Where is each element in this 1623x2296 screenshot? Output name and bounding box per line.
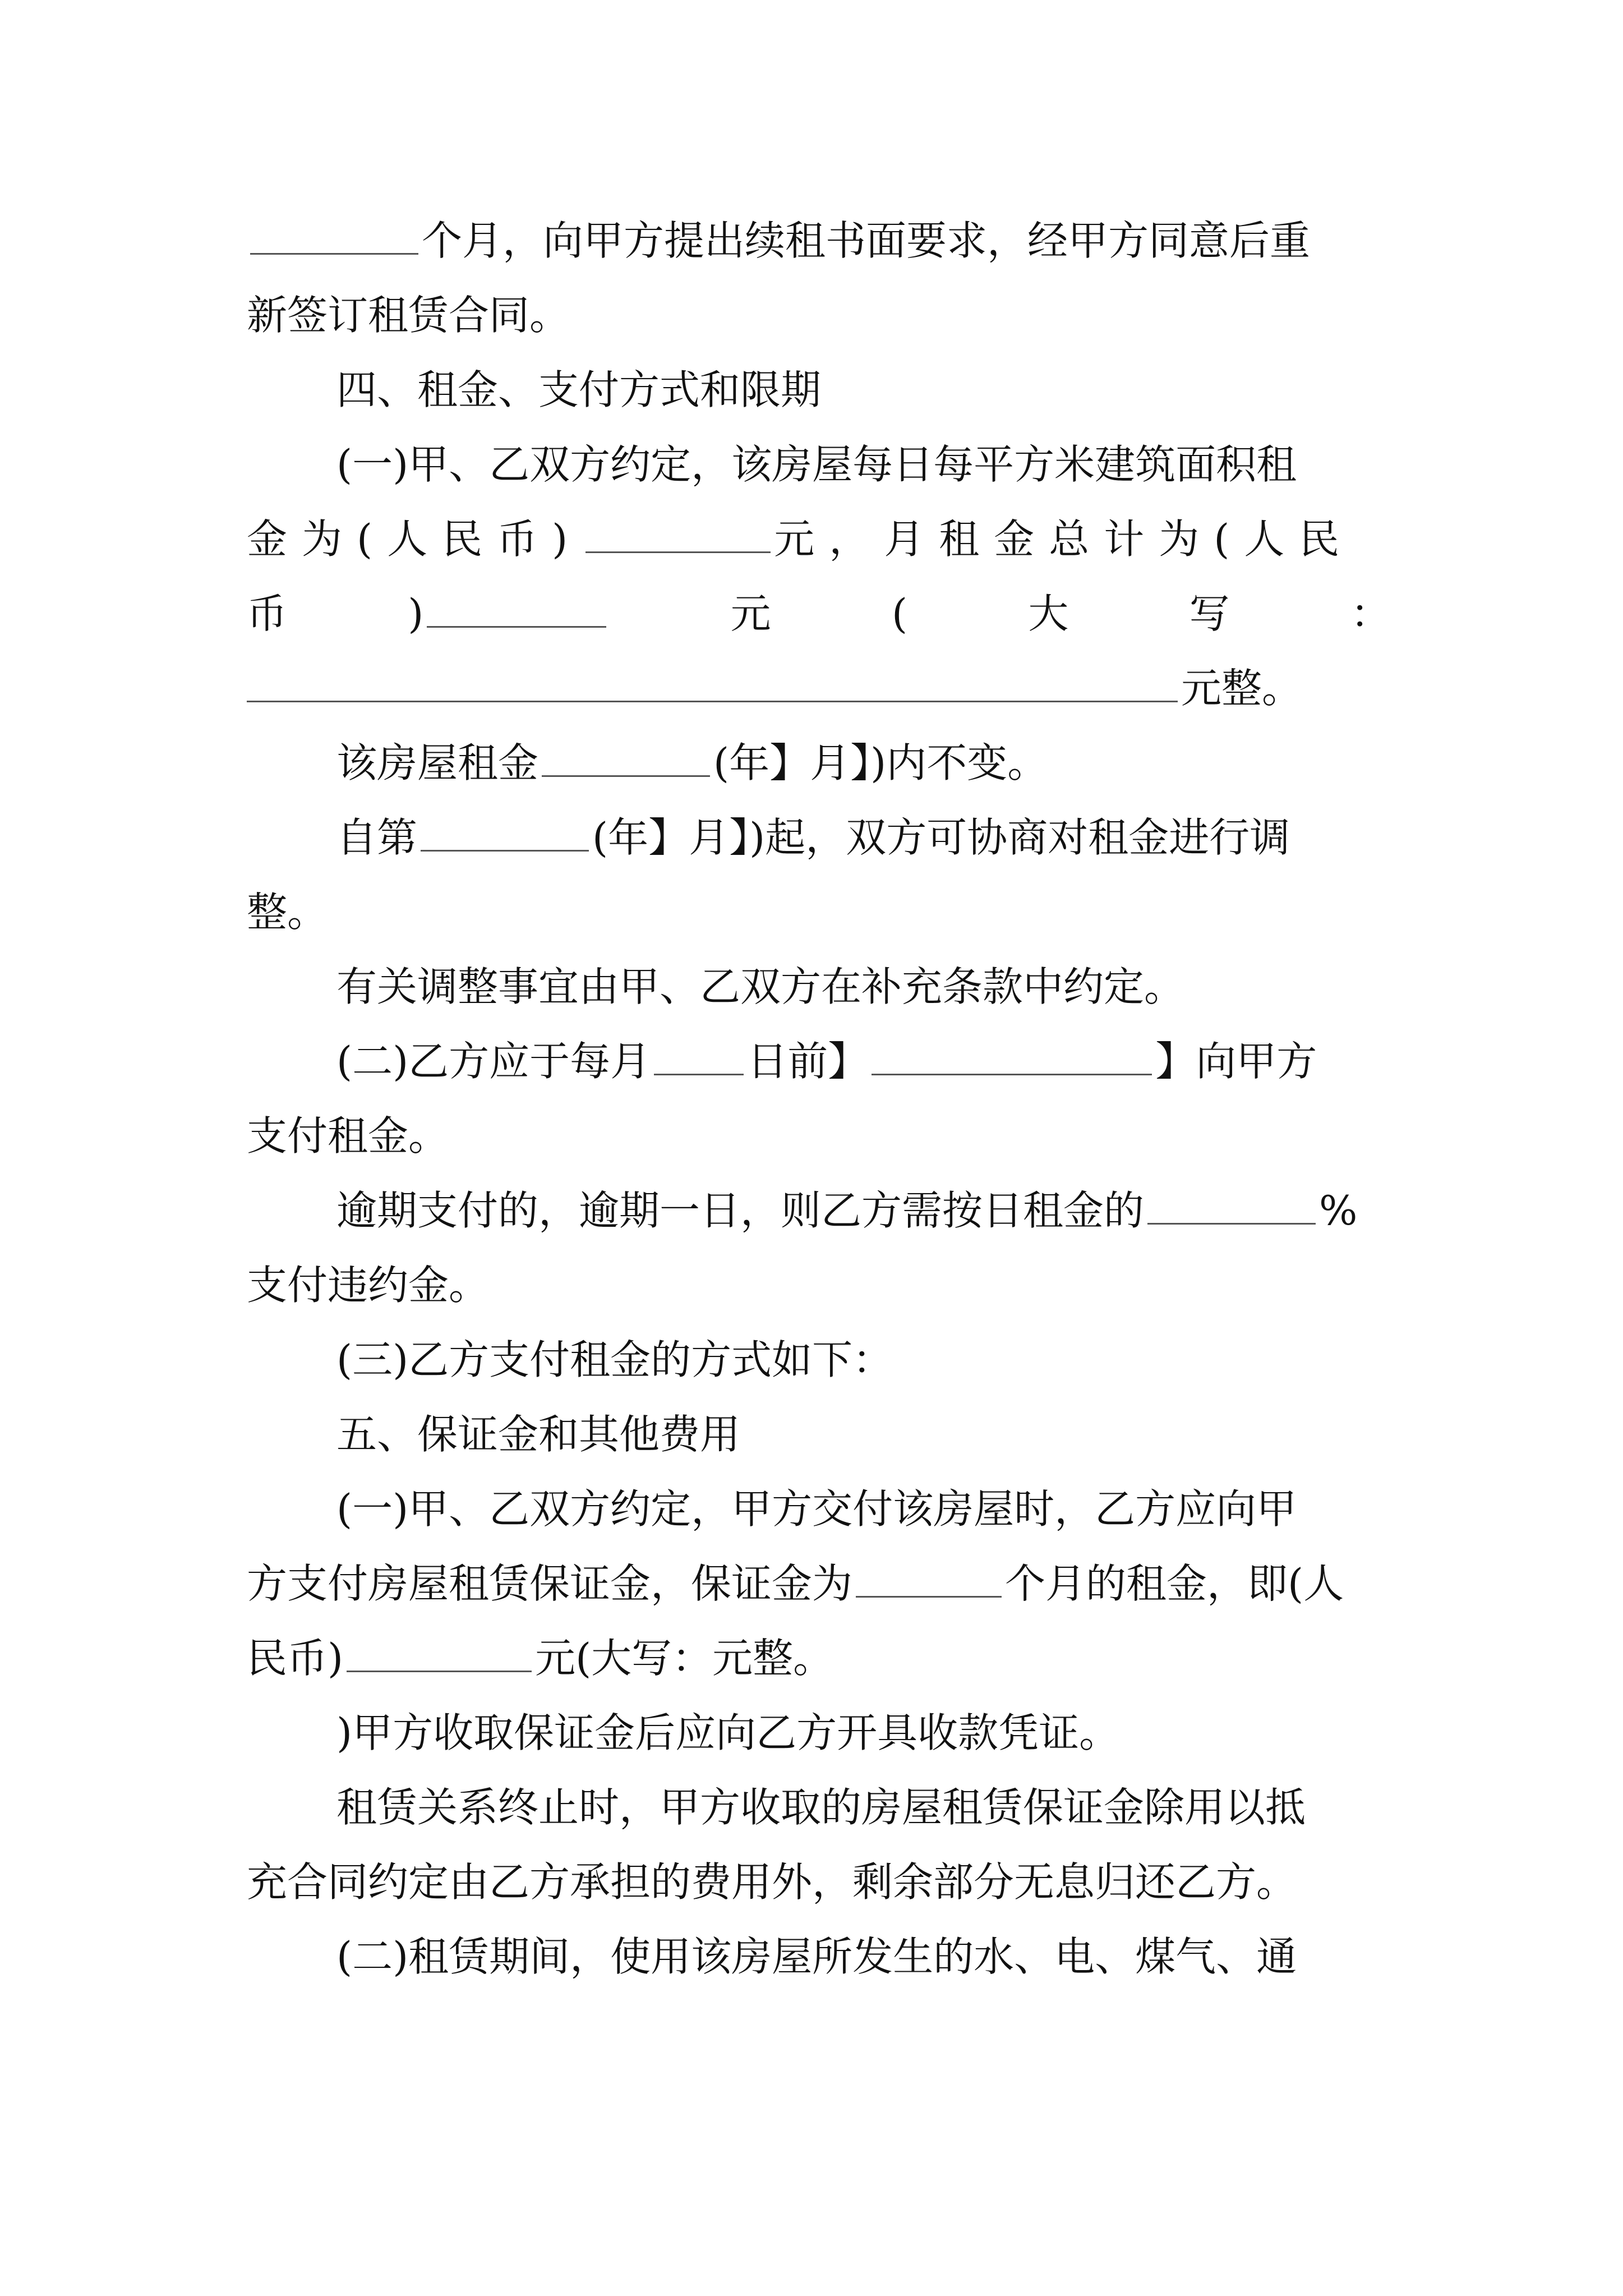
line-9 [336,807,1391,868]
line-21 [336,1702,1391,1764]
text: ) [408,590,424,637]
line-6 [247,583,1391,645]
blank-field [654,1039,744,1075]
text: 】向甲方 [1155,1038,1317,1085]
text: 民币) [247,1635,344,1682]
blank-field [872,1039,1152,1075]
text: 个月，向甲方提出续租书面要求，经甲方同意后重 [422,217,1311,264]
text: 整。 [247,889,328,936]
text: 充合同约定由乙方承担的费用外，剩余部分无息归还乙方。 [247,1858,1297,1906]
line-2 [247,284,1391,346]
text: 五、保证金和其他费用 [336,1411,741,1458]
text: 自第 [336,814,418,861]
text: 四、租金、支付方式和限期 [336,366,822,413]
line-15 [247,1254,1391,1316]
text: ( [891,590,908,637]
text: 该房屋租金 [336,739,539,786]
text: (一)甲、乙双方约定，该房屋每日每平方米建筑面积租 [336,441,1297,488]
text: 租赁关系终止时，甲方收取的房屋租赁保证金除用以抵 [336,1784,1306,1831]
text: 个月的租金，即(人 [1005,1560,1344,1607]
blank-field [347,1636,532,1672]
line-12 [336,1030,1391,1092]
text: 元，月租金总计为(人民 [774,516,1354,563]
line-4 [336,434,1391,495]
text: 写 [1189,590,1230,637]
blank-field [247,666,1178,702]
line-7 [247,657,1391,719]
text: 元 [730,590,771,637]
text: (年】月】)起，双方可协商对租金进行调 [592,814,1290,861]
blank-field [585,517,771,553]
line-23 [247,1851,1402,1913]
line-1 [247,210,1391,272]
text: (二)租赁期间，使用该房屋所发生的水、电、煤气、通 [336,1933,1297,1980]
text: 元整。 [1181,665,1303,712]
blank-field [427,591,606,628]
text: 逾期支付的，逾期一日，则乙方需按日租金的 [336,1187,1145,1234]
text: 大 [1028,590,1069,637]
text: 币 [247,590,288,637]
line-10 [247,881,1391,943]
section-heading-deposit [336,1404,1391,1465]
line-22 [336,1777,1391,1838]
section-heading-rent [336,359,1391,421]
line-18 [336,1478,1391,1540]
text: 新签订租赁合同。 [247,292,570,339]
blank-field [542,740,710,777]
line-13 [247,1105,1391,1167]
line-14 [336,1180,1391,1241]
text: (一)甲、乙双方约定，甲方交付该房屋时，乙方应向甲 [336,1485,1297,1533]
blank-field [421,815,589,852]
text: 支付租金。 [247,1112,449,1159]
text: (二)乙方应于每月 [336,1038,651,1085]
text: 有关调整事宜由甲、乙双方在补充条款中约定。 [336,963,1185,1010]
text: (年】月】)内不变。 [713,739,1048,786]
blank-field [856,1561,1002,1598]
text: )甲方收取保证金后应向乙方开具收款凭证。 [336,1709,1120,1756]
blank-field [250,218,418,255]
line-19 [247,1553,1391,1614]
line-8 [336,732,1391,794]
line-24 [336,1926,1391,1987]
line-11 [336,956,1391,1018]
text: % [1319,1187,1358,1234]
text: 支付违约金。 [247,1262,490,1309]
line-16 [336,1329,1391,1391]
text: 方支付房屋租赁保证金，保证金为 [247,1560,853,1607]
text: 元(大写：元整。 [535,1635,834,1682]
text: (三)乙方支付租金的方式如下： [336,1336,893,1383]
line-6-group [408,583,610,645]
text: ： [1350,590,1391,637]
line-20 [247,1627,1391,1689]
blank-field [1147,1188,1316,1225]
line-5 [247,508,1391,570]
text: 金为(人民币) [247,516,583,563]
text: 日前】 [747,1038,869,1085]
